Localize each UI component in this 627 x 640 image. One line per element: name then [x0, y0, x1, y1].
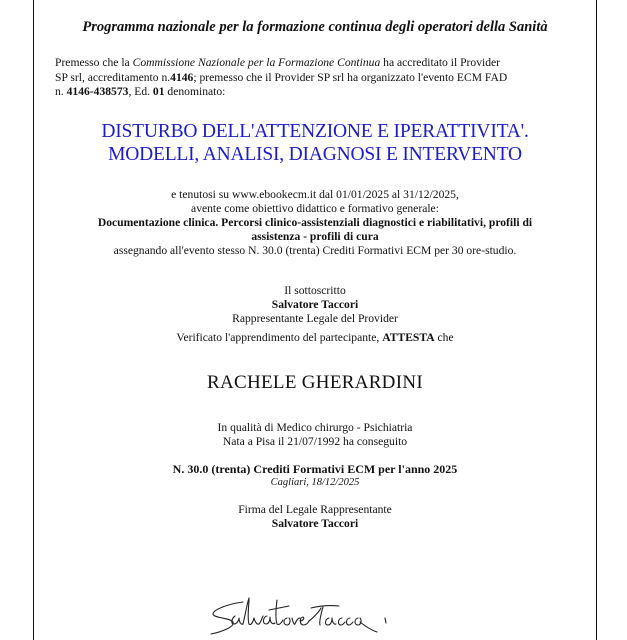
attesta-keyword: ATTESTA	[382, 331, 435, 344]
edition-number: 01	[152, 85, 165, 98]
premise-text: denominato:	[164, 85, 226, 98]
course-title-line-1: DISTURBO DELL'ATTENZIONE E IPERATTIVITA'.	[101, 121, 529, 142]
attestation-text: Verificato l'apprendimento del partecipante,	[176, 331, 383, 344]
program-title: Programma nazionale per la formazione continua degli operatori della Sanità	[82, 19, 548, 35]
signatory-intro: Il sottoscritto	[284, 284, 346, 297]
participant-birth: Nata a Pisa il 21/07/1992 ha conseguito	[222, 435, 408, 448]
premise-text: Premesso che la	[55, 56, 133, 69]
objective-intro: avente come obiettivo didattico e formativo generale:	[191, 202, 439, 215]
awarded-credits: N. 30.0 (trenta) Crediti Formativi ECM per l'anno 2025	[172, 462, 458, 476]
premise-text: ; premesso che il Provider SP srl ha organizzato l'evento ECM FAD	[193, 70, 508, 84]
premise-text: ha accreditato il Provider	[380, 56, 501, 69]
commission-name: Commissione Nazionale per la Formazione Continua	[132, 56, 381, 69]
accreditation-number: 4146	[170, 70, 194, 84]
signature-icon	[205, 594, 395, 640]
premise-line-2	[55, 71, 585, 86]
premise-line-3	[55, 85, 585, 100]
attestation-text: che	[434, 331, 454, 344]
participant-qualification: In qualità di Medico chirurgo - Psichiatria	[217, 421, 413, 434]
participant-name: RACHELE GHERARDINI	[207, 372, 423, 393]
course-title	[33, 120, 597, 166]
signatory-name: Salvatore Taccori	[271, 298, 359, 311]
premise-text: n.	[55, 85, 67, 98]
attestation	[33, 331, 597, 345]
place-date: Cagliari, 18/12/2025	[270, 477, 360, 488]
signature-label: Firma del Legale Rappresentante	[238, 503, 392, 516]
course-title-line-2: MODELLI, ANALISI, DIAGNOSI E INTERVENTO	[108, 144, 522, 165]
premise-text: SP srl, accreditamento n.	[55, 70, 171, 84]
event-period: e tenutosi su www.ebookecm.it dal 01/01/2025 al 31/12/2025,	[171, 188, 459, 201]
credits-assigned: assegnando all'evento stesso N. 30.0 (trenta) Crediti Formativi ECM per 30 ore-studio.	[113, 244, 517, 257]
signature-name: Salvatore Taccori	[271, 517, 359, 530]
premise-text: , Ed.	[128, 85, 153, 98]
event-code: 4146-438573	[66, 85, 129, 98]
premise-line-1	[55, 56, 585, 71]
objective-line-2: assistenza - profili di cura	[251, 230, 379, 243]
signatory-role: Rappresentante Legale del Provider	[232, 312, 398, 325]
objective-line-1: Documentazione clinica. Percorsi clinico-assistenziali diagnostici e riabilitativi, profili di	[97, 216, 533, 229]
premise-paragraph	[55, 56, 585, 100]
